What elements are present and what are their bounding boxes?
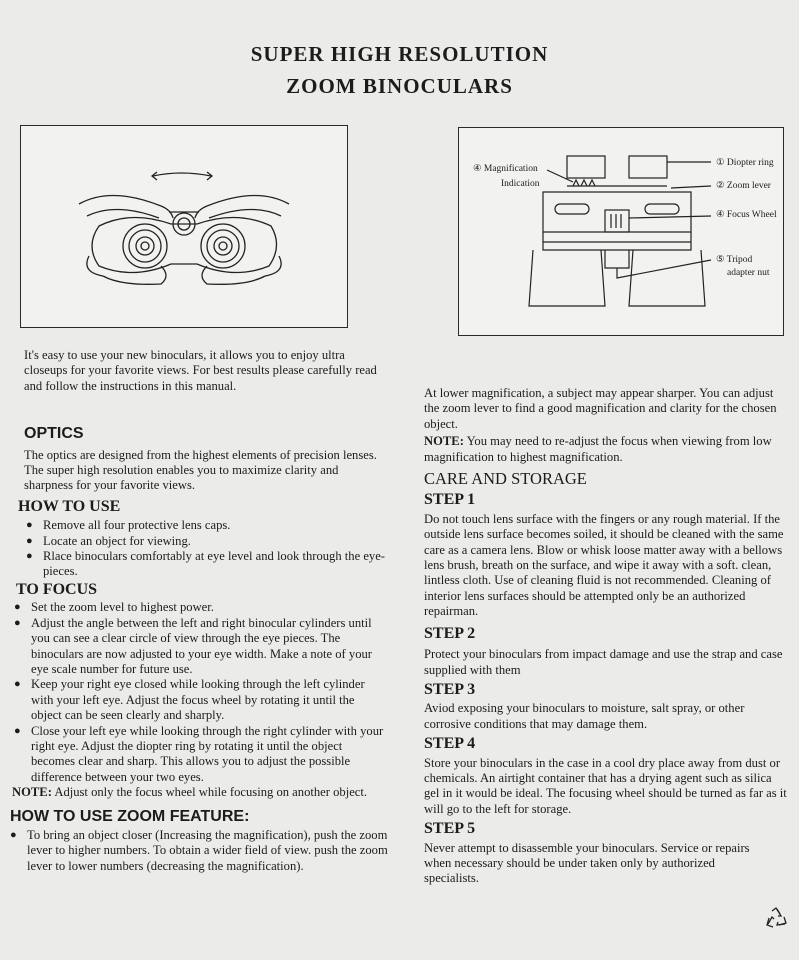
zoom-item-1: ● To bring an object closer (Increasing the magnification), push the zoom lever to higher numbers. To obtain a wider field of view. push the zoom lever to lower numbers (decreasing the magnification). — [8, 828, 388, 874]
title-line-2: ZOOM BINOCULARS — [286, 74, 513, 98]
list-item: ● Keep your right eye closed while looking through the left cylinder with your left eye. Adjust the focus wheel by rotating it until the object can be seen clearly and sharply. — [12, 677, 388, 723]
note-text: Adjust only the focus wheel while focusing on another object. — [51, 785, 368, 800]
label-zoom-lever: ② Zoom lever — [716, 181, 771, 191]
step-1-text: Do not touch lens surface with the fingers or any rough material. If the outside lens surface becomes soiled, it should be cleaned with the same care as a camera lens. Blow or whisk loose matter away with a bellows lens brush, breath on the surface, and wipe it away with a soft. clean, lintless cloth. Use of cleaning fluid is not recommended. Cleaning of interior lens surfaces should be attempted only be an authorized repairman. — [424, 511, 784, 619]
figure-hands-holding-binoculars — [20, 125, 348, 328]
zoom-item-2-text: At lower magnification, a subject may appear sharper. You can adjust the zoom lever to find a good magnification and clarity for the chosen object. — [424, 386, 777, 431]
step-4-text: Store your binoculars in the case in a cool dry place away from dust or chemicals. An airtight container that has a drying agent such as silica gel in it would be ideal. The focusing wheel should be turned as far as it will go to the left for storage. — [424, 755, 787, 816]
list-item: ● Close your left eye while looking through the right cylinder with your right eye. Adjust the diopter ring by rotating it until the object becomes clear and sharp. This allows you to adjust the possible difference between your two eyes. — [12, 724, 388, 786]
label-adapter-nut: adapter nut — [727, 268, 770, 278]
note-label: NOTE: — [424, 434, 464, 449]
binoculars-hands-illustration — [21, 126, 347, 327]
list-item: ● Set the zoom level to highest power. — [12, 600, 388, 615]
optics-heading: OPTICS — [24, 425, 84, 443]
intro-text: It's easy to use your new binoculars, it allows you to enjoy ultra closeups for your favorite views. For best results please carefully read and follow the instructions in this manual. — [24, 348, 377, 393]
label-focus-wheel: ④ Focus Wheel — [716, 210, 777, 220]
label-magnification: ④ Magnification — [473, 164, 538, 174]
to-focus-heading: TO FOCUS — [16, 580, 98, 598]
right-column — [424, 361, 790, 887]
label-indication: Indication — [501, 179, 540, 189]
care-heading: CARE AND STORAGE — [424, 469, 587, 489]
step-2-text: Protect your binoculars from impact damage and use the strap and case supplied with them — [424, 647, 783, 677]
recycle-icon — [763, 906, 789, 932]
figure-binocular-parts-diagram — [458, 127, 784, 336]
step-3-heading: STEP 3 — [424, 680, 476, 698]
step-5-text: Never attempt to disassemble your binoculars. Service or repairs when necessary should be under taken only by authorized specialists. — [424, 840, 750, 886]
list-item: ● Adjust the angle between the left and right binocular cylinders until you can see a clear circle of view through the eye pieces. The binoculars are now adjusted to your eye width. Make a note of your eye scale number for future use. — [12, 616, 388, 678]
zoom-feature-heading: HOW TO USE ZOOM FEATURE: — [10, 807, 250, 825]
list-item: ● Rlace binoculars comfortably at eye level and look through the eye-pieces. — [24, 549, 388, 580]
list-item: ● Locate an object for viewing. — [24, 534, 388, 549]
step-5-heading: STEP 5 — [424, 820, 476, 838]
focus-note — [12, 785, 388, 800]
title-line-1: SUPER HIGH RESOLUTION — [250, 42, 549, 66]
step-4-heading: STEP 4 — [424, 735, 476, 753]
how-to-use-heading: HOW TO USE — [18, 497, 121, 515]
label-diopter-ring: ① Diopter ring — [716, 158, 774, 168]
step-1-heading: STEP 1 — [424, 491, 476, 509]
zoom-item-2 — [424, 386, 790, 432]
optics-text: The optics are designed from the highest elements of precision lenses. The super high resolution enables you to maximize clarity and sharpness for your favorite views. — [24, 447, 377, 493]
left-column — [10, 348, 388, 874]
step-3-text: Aviod exposing your binoculars to moisture, salt spray, or other corrosive conditions that may damage them. — [424, 701, 745, 731]
zoom-note — [424, 434, 790, 465]
note-text: You may need to re-adjust the focus when viewing from low magnification to highest magnification. — [424, 434, 772, 464]
step-2-heading: STEP 2 — [424, 624, 476, 642]
label-tripod: ⑤ Tripod — [716, 255, 753, 265]
note-label: NOTE: — [12, 785, 52, 800]
list-item: ● Remove all four protective lens caps. — [24, 518, 388, 533]
